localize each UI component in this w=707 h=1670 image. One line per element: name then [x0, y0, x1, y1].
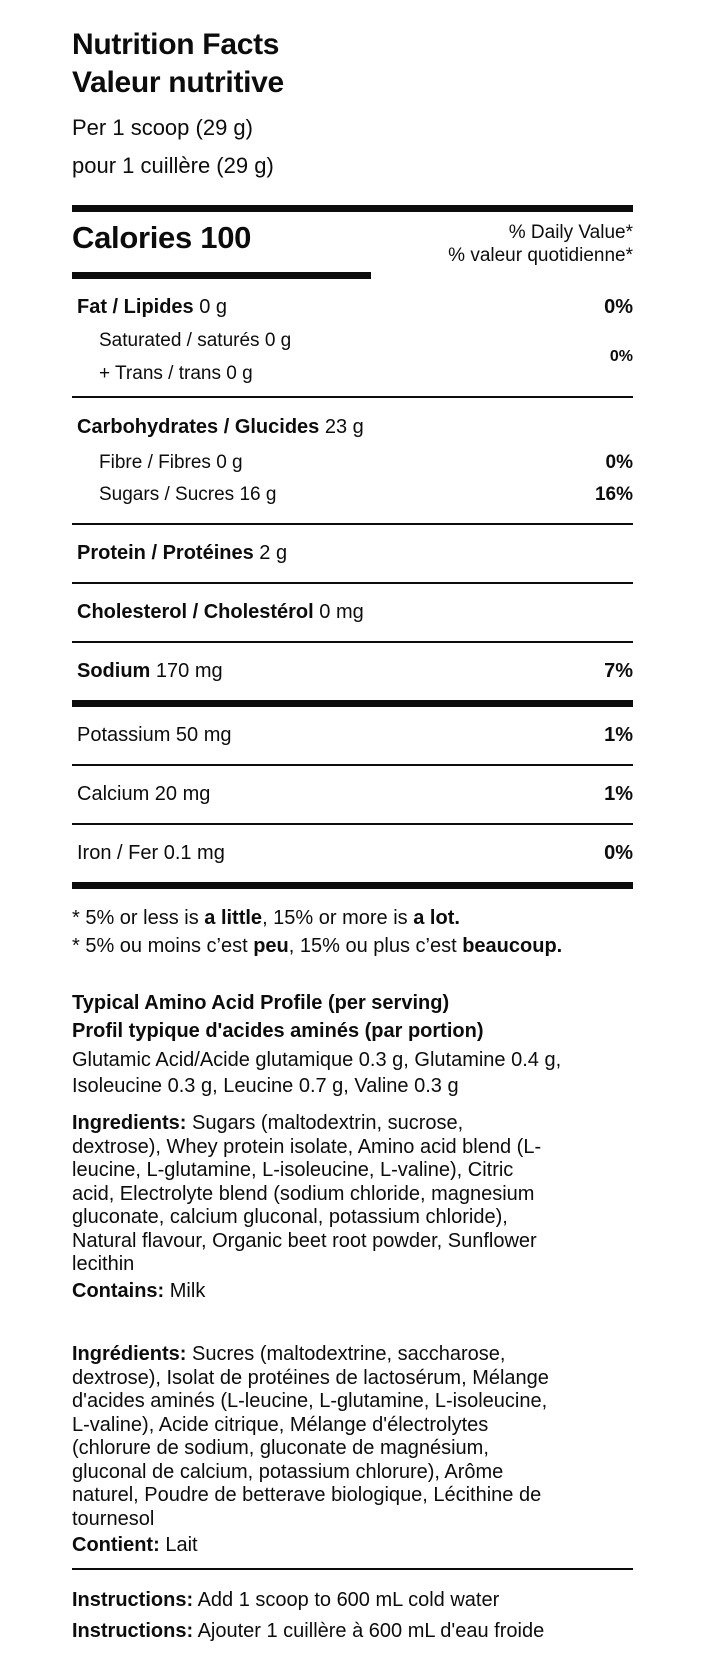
title-en: Nutrition Facts — [72, 28, 280, 61]
sugars-daily-value: 16% — [594, 484, 633, 505]
fibre-label: Fibre / Fibres 0 g — [99, 452, 243, 473]
saturated-trans-daily-value: 0% — [609, 348, 633, 365]
sodium-daily-value: 7% — [604, 660, 633, 682]
top-thick-rule — [72, 205, 633, 212]
daily-value-header — [448, 219, 633, 267]
potassium-daily-value: 1% — [604, 724, 633, 746]
divider — [72, 396, 633, 398]
fibre-daily-value: 0% — [605, 452, 633, 473]
instructions-section — [72, 1585, 633, 1647]
sodium-label: Sodium 170 mg — [77, 660, 223, 682]
nutrient-row-saturated-trans — [72, 324, 633, 390]
ingredient-line: gluconal de calcium, potassium chlorure), Arôme — [72, 1460, 504, 1483]
nutrient-row-protein — [72, 525, 633, 582]
calcium-label: Calcium 20 mg — [77, 783, 211, 805]
saturated-label: Saturated / saturés 0 g — [99, 330, 292, 351]
daily-value-header-fr: % valeur quotidienne* — [448, 245, 633, 266]
ingredient-line: tournesol — [72, 1507, 155, 1530]
contains-en: Contains: Milk — [72, 1279, 206, 1302]
ingredient-line: leucine, L-glutamine, L-isoleucine, L-valine), Citric — [72, 1159, 514, 1181]
ingredient-line: (chlorure de sodium, gluconate de magnésium, — [72, 1437, 489, 1459]
nutrient-row-fat — [72, 295, 633, 319]
iron-label: Iron / Fer 0.1 mg — [77, 842, 225, 864]
ingredient-line: naturel, Poudre de betterave biologique, Lécithine de — [72, 1484, 542, 1506]
ingredients-fr-paragraph — [72, 1343, 633, 1531]
nutrient-row-fibre — [72, 447, 633, 479]
serving-size-fr: pour 1 cuillère (29 g) — [72, 153, 274, 178]
ingredient-line: dextrose), Whey protein isolate, Amino acid blend (L- — [72, 1135, 542, 1158]
sugars-label: Sugars / Sucres 16 g — [99, 484, 277, 505]
nutrient-row-potassium — [72, 707, 633, 764]
footnote-en: * 5% or less is a little, 15% or more is a lot. — [72, 907, 460, 929]
cholesterol-label: Cholesterol / Cholestérol 0 mg — [77, 601, 364, 623]
ingredient-line: Natural flavour, Organic beet root powder, Sunflower — [72, 1229, 537, 1252]
amino-line: Isoleucine 0.3 g, Leucine 0.7 g, Valine 0.3 g — [72, 1075, 459, 1097]
nutrient-row-iron — [72, 825, 633, 882]
amino-heading-fr: Profil typique d'acides aminés (par portion) — [72, 1020, 484, 1042]
amino-acid-profile-section — [72, 989, 633, 1099]
nutrient-row-calcium — [72, 766, 633, 823]
nutrient-row-sodium — [72, 643, 633, 700]
ingredients-en-paragraph — [72, 1112, 633, 1277]
protein-label: Protein / Protéines 2 g — [77, 542, 288, 564]
footnote-fr: * 5% ou moins c’est peu, 15% ou plus c’est beaucoup. — [72, 935, 563, 957]
calories-value: Calories 100 — [72, 220, 252, 255]
thick-rule — [72, 700, 633, 707]
calcium-daily-value: 1% — [604, 783, 633, 805]
ingredient-line: Ingrédients: Sucres (maltodextrine, saccharose, — [72, 1343, 506, 1365]
ingredient-line: dextrose), Isolat de protéines de lactosérum, Mélange — [72, 1366, 549, 1389]
instructions-fr: Instructions: Ajouter 1 cuillère à 600 mL d'eau froide — [72, 1619, 545, 1642]
ingredient-line: acid, Electrolyte blend (sodium chloride, magnesium — [72, 1182, 535, 1205]
amino-heading-en: Typical Amino Acid Profile (per serving) — [72, 992, 450, 1014]
potassium-label: Potassium 50 mg — [77, 724, 232, 746]
contains-fr: Contient: Lait — [72, 1534, 198, 1556]
ingredient-line: gluconate, calcium gluconal, potassium chloride), — [72, 1206, 508, 1228]
carbohydrates-label: Carbohydrates / Glucides 23 g — [77, 416, 364, 438]
ingredient-line: L-valine), Acide citrique, Mélange d'électrolytes — [72, 1413, 489, 1436]
daily-value-header-en: % Daily Value* — [508, 222, 633, 243]
amino-values — [72, 1047, 633, 1099]
fat-daily-value: 0% — [604, 296, 633, 318]
ingredient-line: d'acides aminés (L-leucine, L-glutamine, L-isoleucine, — [72, 1390, 548, 1412]
nutrient-row-carbohydrates — [72, 415, 633, 439]
calories-row — [72, 219, 633, 267]
bottom-thick-rule — [72, 882, 633, 889]
serving-size-en: Per 1 scoop (29 g) — [72, 115, 253, 140]
instructions-divider — [72, 1568, 633, 1570]
ingredient-line: lecithin — [72, 1253, 135, 1275]
amino-line: Glutamic Acid/Acide glutamique 0.3 g, Glutamine 0.4 g, — [72, 1049, 562, 1071]
ingredient-line: Ingredients: Sugars (maltodextrin, sucrose, — [72, 1112, 464, 1134]
instructions-en: Instructions: Add 1 scoop to 600 mL cold water — [72, 1588, 500, 1611]
nutrient-row-sugars — [72, 479, 633, 511]
fat-label: Fat / Lipides 0 g — [77, 296, 228, 318]
saturated-trans-labels — [77, 324, 291, 390]
title-fr: Valeur nutritive — [72, 66, 284, 99]
trans-label: + Trans / trans 0 g — [99, 363, 253, 384]
calories-underline — [72, 272, 371, 279]
iron-daily-value: 0% — [604, 842, 633, 864]
nutrient-row-cholesterol — [72, 584, 633, 641]
